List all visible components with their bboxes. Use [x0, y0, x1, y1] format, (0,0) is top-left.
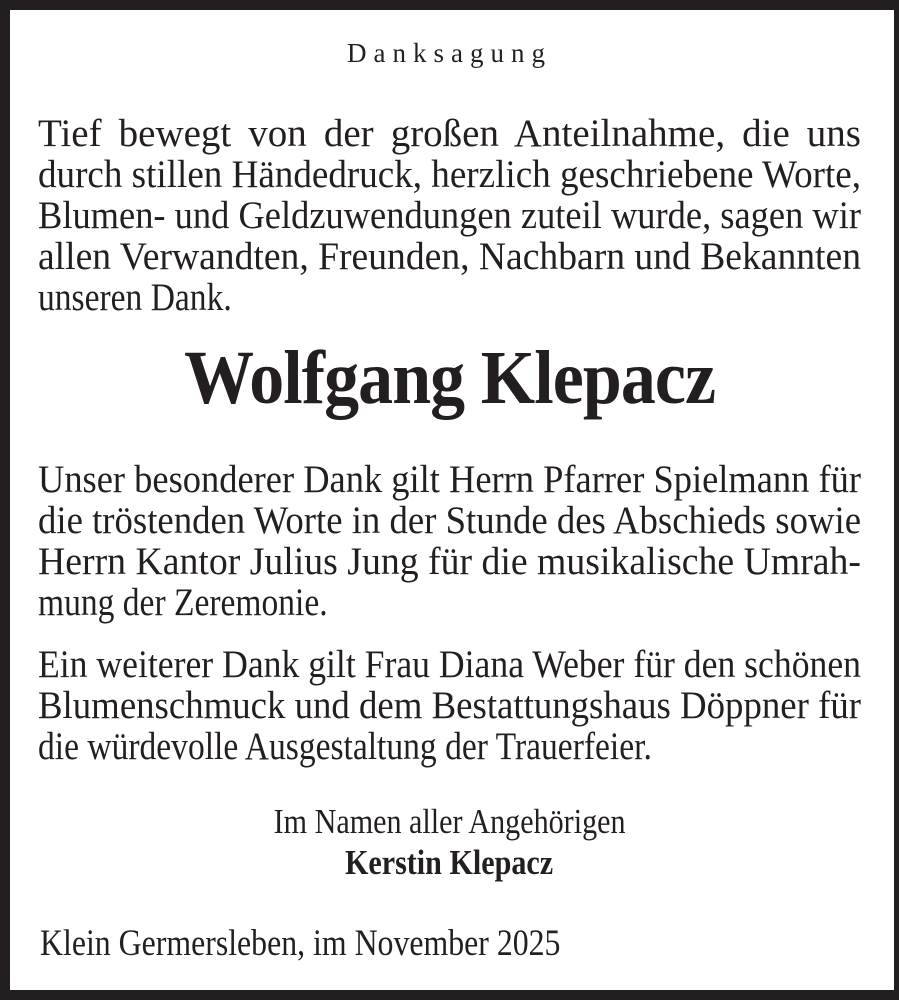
signature-name	[0, 845, 899, 880]
deceased-name	[0, 336, 899, 420]
deceased-name-text: Wolfgang Klepacz	[183, 336, 716, 420]
intro-line-5	[38, 278, 861, 317]
signature-name-text: Kerstin Klepacz	[345, 843, 554, 882]
thanks-2-line-3-text: die würdevolle Ausgestaltung der Trauerfeier.	[38, 725, 652, 768]
signature-intro	[0, 804, 899, 839]
thanks-1-line-1: Unser besonderer Dank gilt Herrn Pfarrer Spielmann für	[38, 458, 861, 501]
notice-heading: Danksagung	[347, 38, 552, 68]
place-date-text: Klein Germersleben, im November 2025	[40, 923, 561, 964]
thanks-2-line-1: Ein weiterer Dank gilt Frau Diana Weber für den schönen	[38, 643, 861, 686]
thanks-1-line-2: die tröstenden Worte in der Stunde des Abschieds sowie	[38, 499, 861, 542]
thanks-1-line-4	[38, 583, 861, 622]
intro-line-3: Blumen- und Geldzuwendungen zuteil wurde, sagen wir	[38, 194, 861, 237]
thanks-1-line-3: Herrn Kantor Julius Jung für die musikalische Umrah-	[38, 540, 861, 583]
intro-line-1: Tief bewegt von der großen Anteilnahme, die uns	[38, 112, 861, 155]
thanks-2-line-2: Blumenschmuck und dem Bestattungshaus Döppner für	[38, 684, 861, 727]
intro-line-4: allen Verwandten, Freunden, Nachbarn und Bekannten	[38, 235, 861, 278]
place-date	[40, 925, 645, 962]
thanks-1-line-4-text: mung der Zeremonie.	[38, 581, 328, 624]
thanks-2-line-3	[38, 727, 861, 766]
intro-line-2: durch stillen Händedruck, herzlich geschriebene Worte,	[38, 153, 861, 196]
intro-line-5-text: unseren Dank.	[38, 276, 232, 319]
signature-intro-text: Im Namen aller Angehörigen	[273, 802, 626, 841]
